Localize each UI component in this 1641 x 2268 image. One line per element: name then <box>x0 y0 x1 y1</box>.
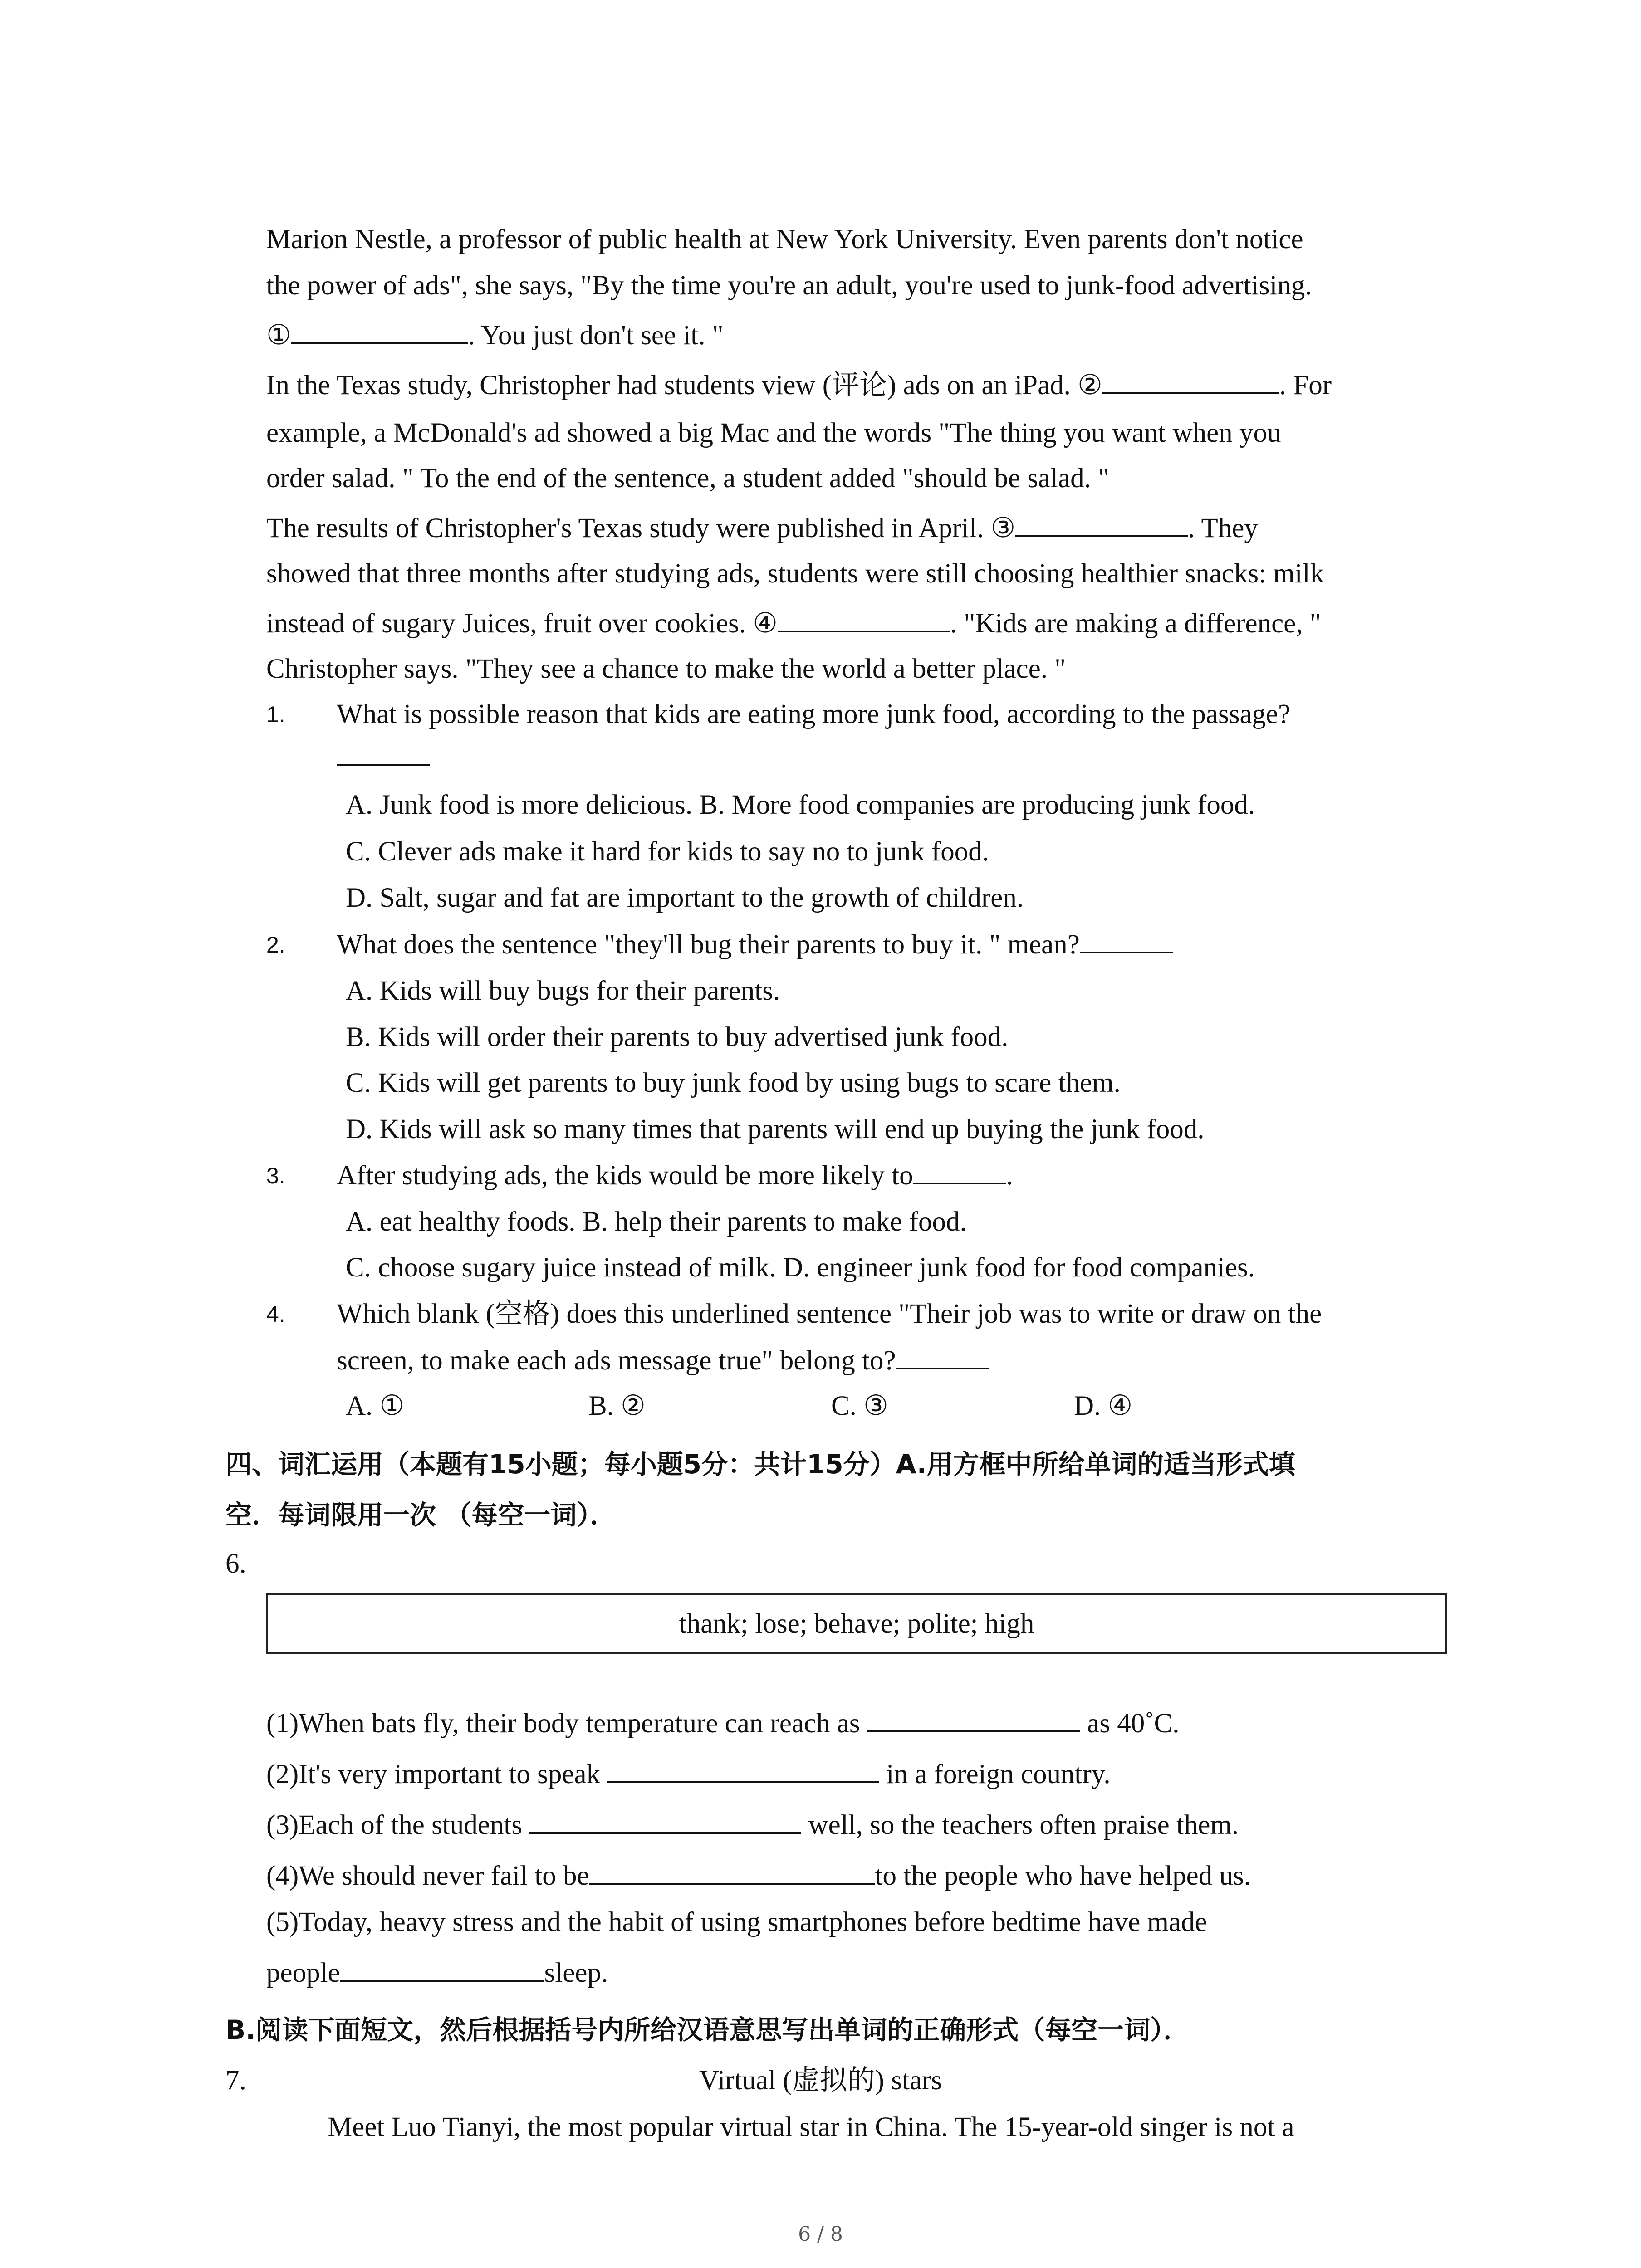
passage-line: Marion Nestle, a professor of public health at New York University. Even parents don't notice <box>266 224 1303 254</box>
passage-line: In the Texas study, Christopher had students view (评论) ads on an iPad. ② . For <box>266 363 1332 408</box>
answer-blank-1[interactable] <box>291 315 468 344</box>
section-heading: B.阅读下面短文，然后根据括号内所给汉语意思写出单词的正确形式（每空一词）． <box>225 2014 1190 2045</box>
answer-blank[interactable] <box>607 1754 879 1783</box>
passage-line: Christopher says. "They see a chance to make the world a better place. " <box>266 654 1066 684</box>
answer-blank-2[interactable] <box>1102 365 1279 394</box>
passage-line: showed that three months after studying ads, students were still choosing healthier snacks: milk <box>266 558 1324 589</box>
question-number: 4. <box>266 1301 285 1327</box>
option-c[interactable]: C. ③ <box>831 1391 888 1421</box>
passage-line: the power of ads", she says, "By the time you're an adult, you're used to junk-food advertising. <box>266 270 1312 301</box>
question-number: 7. <box>225 2065 246 2096</box>
word-box-text: thank; lose; behave; polite; high <box>679 1608 1034 1639</box>
fill-item: (1)When bats fly, their body temperature can reach as as 40˚C. <box>266 1701 1179 1746</box>
fill-item: (5)Today, heavy stress and the habit of using smartphones before bedtime have made <box>266 1907 1207 1937</box>
answer-blank[interactable] <box>896 1340 989 1369</box>
question-stem: What is possible reason that kids are eating more junk food, according to the passage? <box>337 699 1291 729</box>
passage-line: example, a McDonald's ad showed a big Mac and the words "The thing you want when you <box>266 418 1281 448</box>
passage-line: ① . You just don't see it. " <box>266 313 724 358</box>
question-stem: screen, to make each ads message true" belong to? <box>337 1338 989 1383</box>
answer-blank[interactable] <box>867 1703 1080 1732</box>
question-number: 1. <box>266 702 285 727</box>
section-heading: 四、词汇运用（本题有15小题；每小题5分：共计15分）A.用方框中所给单词的适当形式填 <box>225 1449 1295 1480</box>
fill-item: (3)Each of the students well, so the teachers often praise them. <box>266 1803 1239 1848</box>
passage-title: Virtual (虚拟的) stars <box>699 2065 942 2096</box>
option-b[interactable]: B. ② <box>588 1391 646 1421</box>
passage-line: Meet Luo Tianyi, the most popular virtual star in China. The 15-year-old singer is not a <box>328 2112 1294 2142</box>
answer-blank[interactable] <box>589 1856 875 1885</box>
question-number: 6. <box>225 1549 246 1579</box>
section-heading: 空．每词限用一次 （每空一词）． <box>225 1500 617 1530</box>
question-number: 2. <box>266 932 285 958</box>
option-line[interactable]: C. Kids will get parents to buy junk food by using bugs to scare them. <box>346 1068 1121 1098</box>
answer-line[interactable] <box>337 735 430 780</box>
fill-item: (4)We should never fail to be to the people who have helped us. <box>266 1853 1251 1899</box>
word-box <box>266 1593 1447 1654</box>
option-line[interactable]: C. Clever ads make it hard for kids to say no to junk food. <box>346 836 989 867</box>
answer-blank-4[interactable] <box>778 603 950 632</box>
answer-blank[interactable] <box>1080 924 1173 953</box>
passage-line: The results of Christopher's Texas study were published in April. ③ . They <box>266 506 1258 551</box>
passage-line: instead of sugary Juices, fruit over cookies. ④ . "Kids are making a difference, " <box>266 601 1321 646</box>
answer-blank[interactable] <box>913 1155 1006 1184</box>
option-line[interactable]: A. eat healthy foods. B. help their parents to make food. <box>346 1207 967 1237</box>
option-line[interactable]: D. Kids will ask so many times that parents will end up buying the junk food. <box>346 1114 1205 1144</box>
option-line[interactable]: C. choose sugary juice instead of milk. D. engineer junk food for food companies. <box>346 1252 1255 1283</box>
question-stem: What does the sentence "they'll bug their parents to buy it. " mean? <box>337 922 1173 968</box>
option-d[interactable]: D. ④ <box>1074 1391 1133 1421</box>
answer-blank[interactable] <box>529 1805 801 1834</box>
page-number: 6 / 8 <box>798 2223 843 2246</box>
answer-blank-3[interactable] <box>1015 508 1188 537</box>
fill-item: people sleep. <box>266 1950 608 1996</box>
question-stem: Which blank (空格) does this underlined sentence "Their job was to write or draw on the <box>337 1299 1322 1329</box>
passage-line: order salad. " To the end of the sentence, a student added "should be salad. " <box>266 463 1110 494</box>
question-stem: After studying ads, the kids would be more likely to . <box>337 1153 1013 1198</box>
option-line[interactable]: A. Junk food is more delicious. B. More food companies are producing junk food. <box>346 790 1255 820</box>
option-line[interactable]: D. Salt, sugar and fat are important to the growth of children. <box>346 883 1024 913</box>
option-a[interactable]: A. ① <box>346 1391 405 1421</box>
question-number: 3. <box>266 1163 285 1188</box>
option-line[interactable]: A. Kids will buy bugs for their parents. <box>346 976 780 1006</box>
fill-item: (2)It's very important to speak in a foreign country. <box>266 1752 1111 1797</box>
option-line[interactable]: B. Kids will order their parents to buy advertised junk food. <box>346 1022 1009 1052</box>
blank-marker: ① <box>266 320 291 351</box>
answer-blank[interactable] <box>340 1953 544 1982</box>
